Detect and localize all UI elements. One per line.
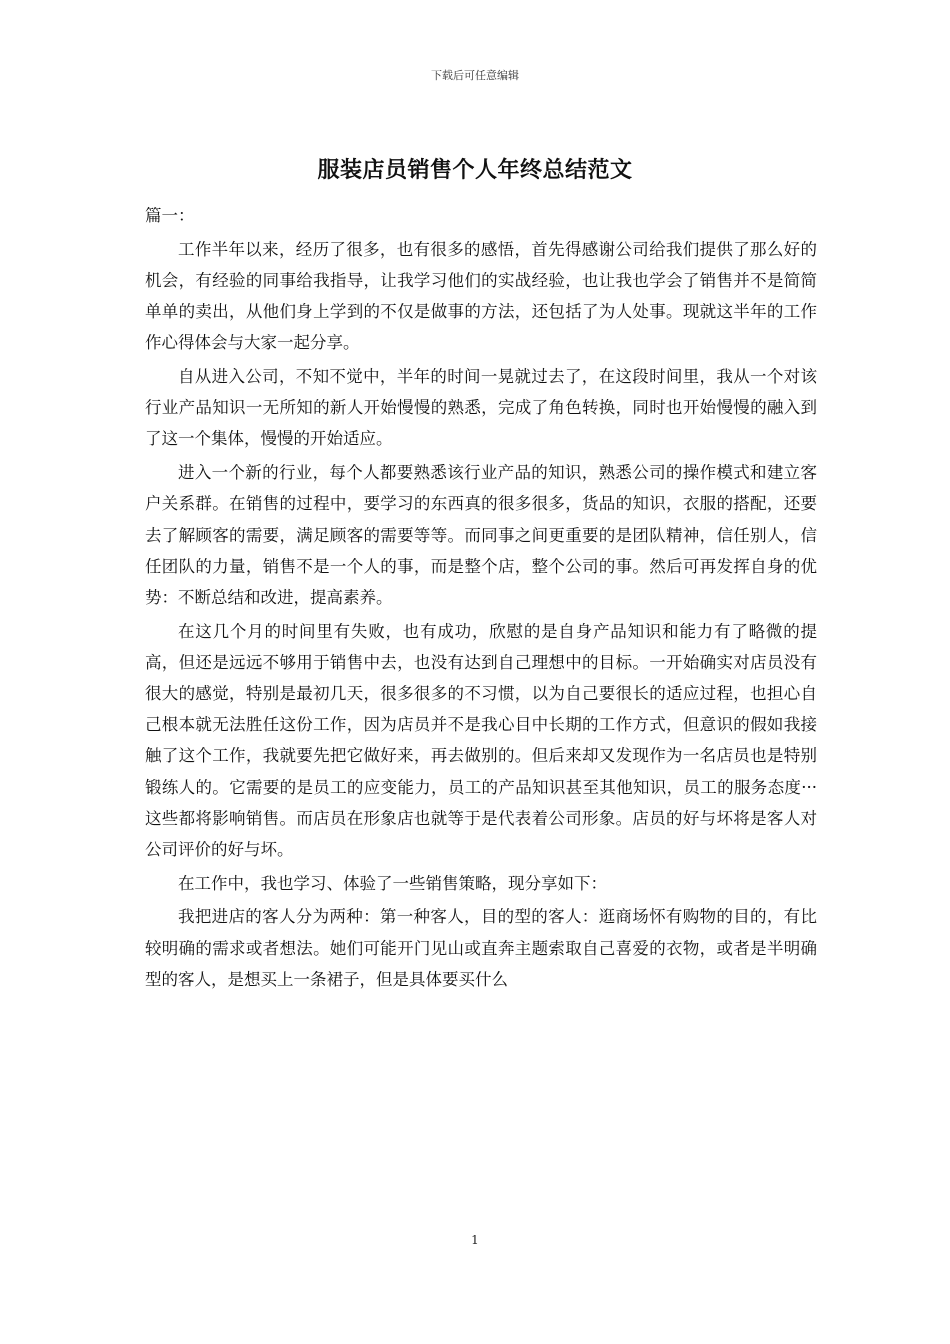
- paragraph: 在工作中，我也学习、体验了一些销售策略，现分享如下：: [178, 873, 607, 893]
- document-title: 服装店员销售个人年终总结范文: [317, 158, 633, 183]
- paragraph: 进入一个新的行业，每个人都要熟悉该行业产品的知识，熟悉公司的操作模式和建立客户关系群。在销售的过程中，要学习的东西真的很多很多，货品的知识，衣服的搭配，还要去了解顾客的需要，满足顾客的需要等等。而同事之间更重要的是团队精神，信任别人，信任团队的力量，销售不是一个人的事，而是整个店，整个公司的事。然后可再发挥自身的优势：不断总结和改进，提高素养。: [145, 463, 817, 607]
- paragraph: 工作半年以来，经历了很多，也有很多的感悟，首先得感谢公司给我们提供了那么好的机会，有经验的同事给我指导，让我学习他们的实战经验，也让我也学会了销售并不是简简单单的卖出，从他们身上学到的不仅是做事的方法，还包括了为人处事。现就这半年的工作作心得体会与大家一起分享。: [145, 239, 817, 353]
- document-body: [145, 200, 817, 995]
- paragraph: 在这几个月的时间里有失败，也有成功，欣慰的是自身产品知识和能力有了略微的提高，但还是远远不够用于销售中去，也没有达到自己理想中的目标。一开始确实对店员没有很大的感觉，特别是最初几天，很多很多的不习惯，以为自己要很长的适应过程，也担心自己根本就无法胜任这份工作，因为店员并不是我心目中长期的工作方式，但意识的假如我接触了这个工作，我就要先把它做好来，再去做别的。但后来却又发现作为一名店员也是特别锻练人的。它需要的是员工的应变能力，员工的产品知识甚至其他知识，员工的服务态度···这些都将影响销售。而店员在形象店也就等于是代表着公司形象。店员的好与坏将是客人对公司评价的好与坏。: [145, 621, 817, 860]
- header-note: 下载后可任意编辑: [431, 69, 519, 82]
- page-number: 1: [471, 1233, 479, 1247]
- paragraph: 我把进店的客人分为两种：第一种客人，目的型的客人：逛商场怀有购物的目的，有比较明确的需求或者想法。她们可能开门见山或直奔主题索取自己喜爱的衣物，或者是半明确型的客人，是想买上一条裙子，但是具体要买什么: [145, 907, 817, 989]
- section-label: 篇一：: [145, 206, 195, 225]
- paragraph: 自从进入公司，不知不觉中，半年的时间一晃就过去了，在这段时间里，我从一个对该行业产品知识一无所知的新人开始慢慢的熟悉，完成了角色转换，同时也开始慢慢的融入到了这一个集体，慢慢的开始适应。: [145, 367, 817, 449]
